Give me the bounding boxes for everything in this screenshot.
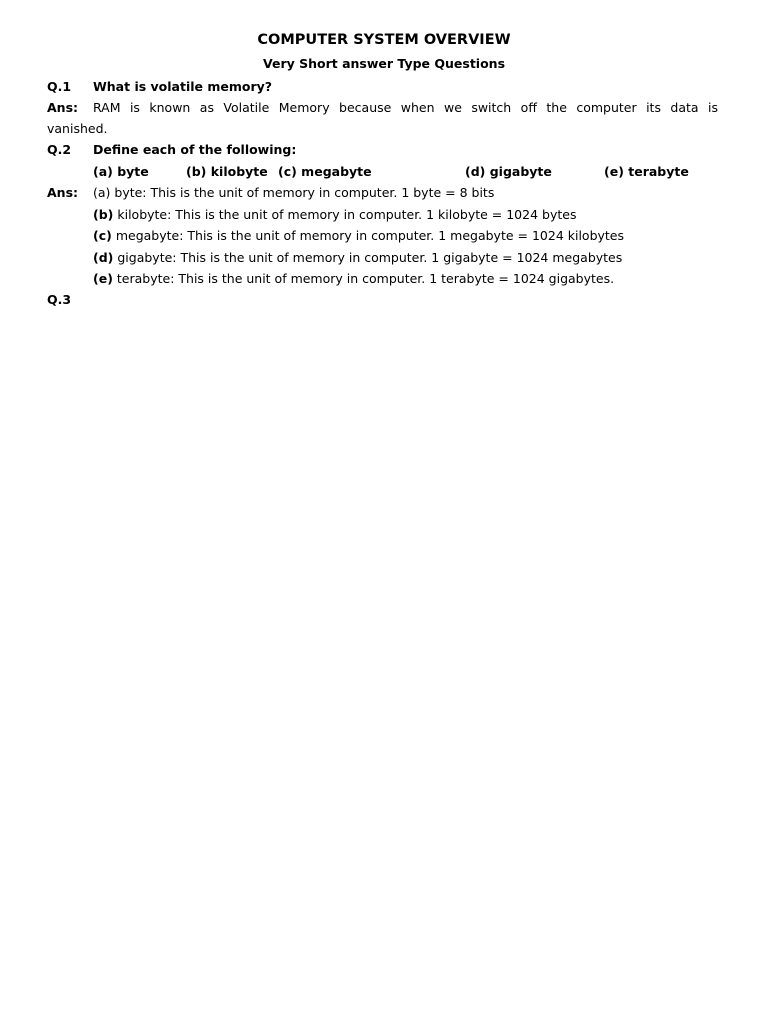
page-title: COMPUTER SYSTEM OVERVIEW [257,32,511,48]
answer-label-q1: Ans: [47,100,79,115]
answer-marker-e: (e) [93,271,113,286]
answer-item-b [93,207,576,223]
answer-text-d: gigabyte: This is the unit of memory in computer. 1 gigabyte = 1024 megabytes [117,250,623,265]
question-number-q3: Q.3 [47,292,72,307]
answer-item-d [93,250,622,266]
option-a: (a) byte [93,164,149,179]
question-text-q1: What is volatile memory? [93,79,273,94]
question-text-q2: Define each of the following: [93,142,297,157]
option-b: (b) kilobyte [186,164,268,179]
option-d: (d) gigabyte [465,164,552,179]
answer-item-c [93,228,624,244]
answer-text-c: megabyte: This is the unit of memory in computer. 1 megabyte = 1024 kilobytes [115,228,625,243]
answer-text-b: kilobyte: This is the unit of memory in computer. 1 kilobyte = 1024 bytes [117,207,577,222]
answer-marker-d: (d) [93,250,114,265]
section-subtitle: Very Short answer Type Questions [262,56,506,71]
question-number-q1: Q.1 [47,79,72,94]
answer-marker-c: (c) [93,228,112,243]
answer-item-e [93,271,614,287]
answer-marker-b: (b) [93,207,114,222]
question-number-q2: Q.2 [47,142,72,157]
answer-text-q1-line1: RAM is known as Volatile Memory because when we switch off the computer its data is [93,100,718,115]
answer-text-e: terabyte: This is the unit of memory in computer. 1 terabyte = 1024 gigabytes. [116,271,615,286]
option-e: (e) terabyte [604,164,689,179]
answer-item-a: (a) byte: This is the unit of memory in computer. 1 byte = 8 bits [93,185,495,200]
option-c: (c) megabyte [278,164,372,179]
answer-text-q1-line2: vanished. [47,121,108,136]
answer-label-q2: Ans: [47,185,79,200]
